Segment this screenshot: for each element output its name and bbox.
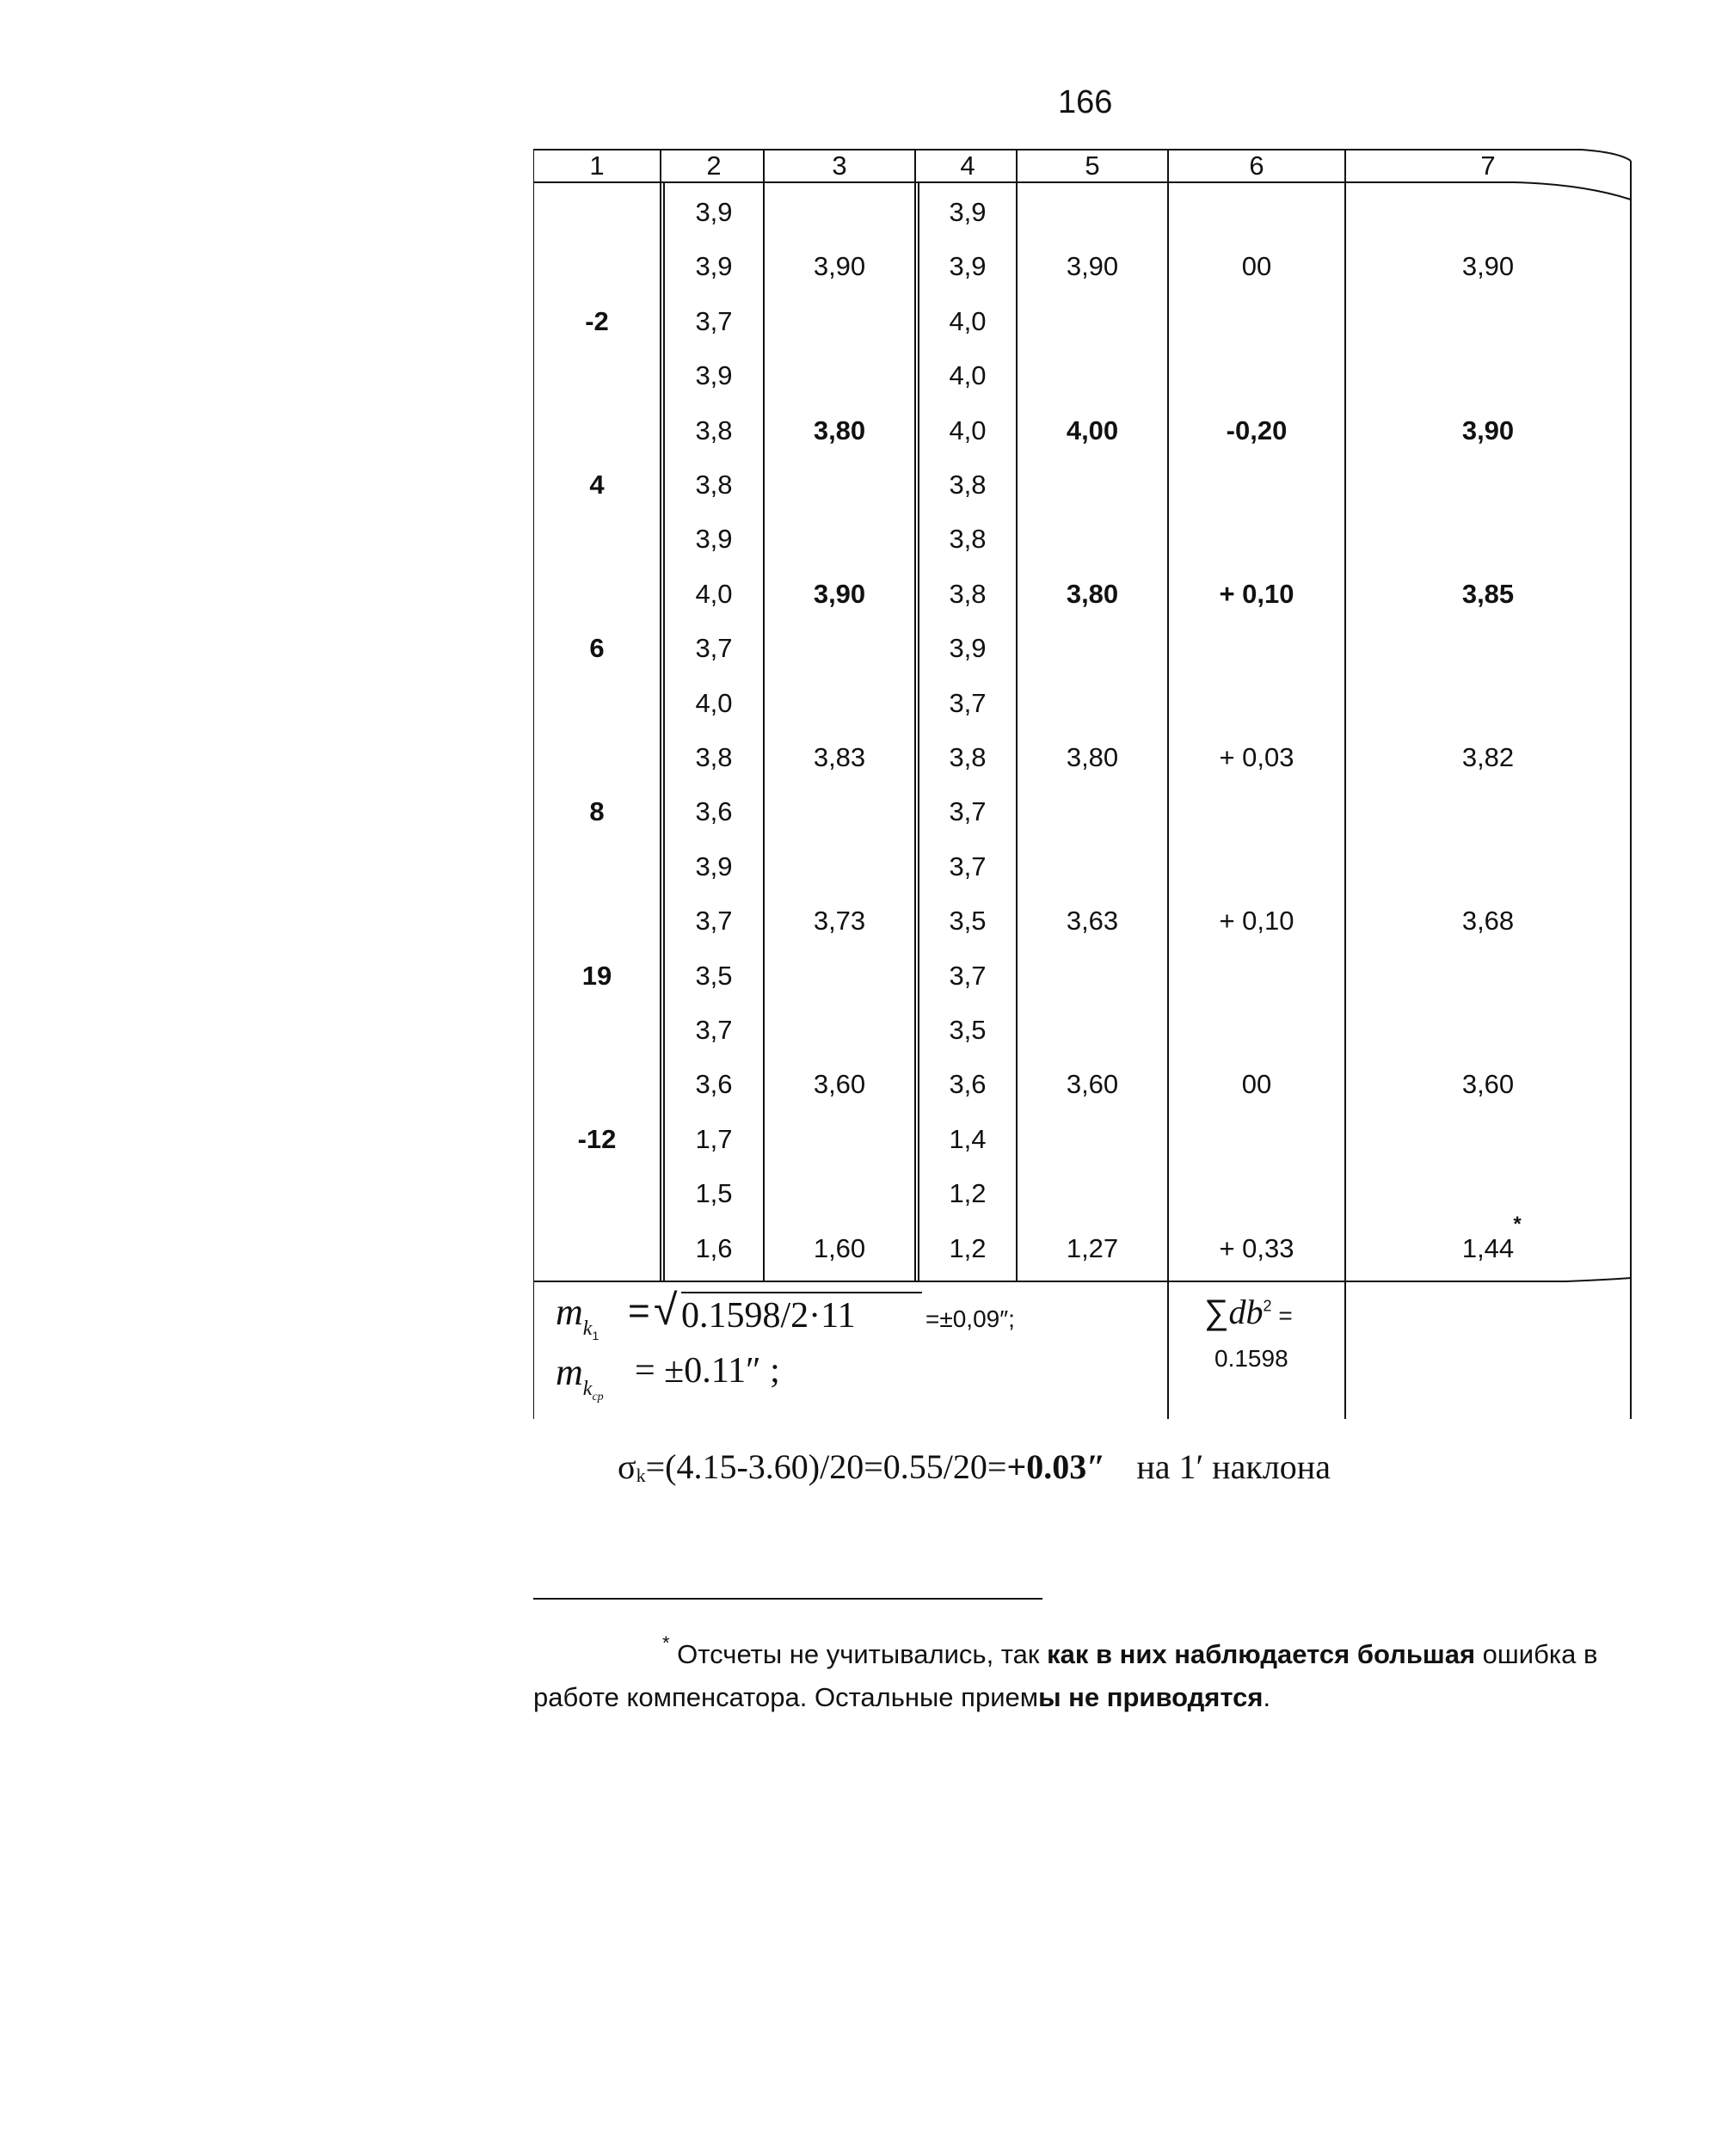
cell-r9-c1: 6 — [589, 633, 605, 664]
footnote-asterisk: * — [1513, 1212, 1522, 1236]
cell-r5-c3: 3,80 — [813, 415, 866, 445]
formula-m-letter-2: m — [556, 1351, 583, 1393]
cell-r17-c6: 00 — [1241, 1069, 1272, 1100]
header-cell-2: 2 — [706, 150, 722, 181]
cell-r11-c6: + 0,03 — [1219, 742, 1294, 772]
cell-r20-c3: 1,60 — [813, 1232, 866, 1263]
formula-cp-sub: ср — [592, 1391, 604, 1404]
sigma-expr: =(4.15-3.60)/20=0.55/20= — [645, 1447, 1007, 1486]
sqrt-symbol: √ — [654, 1286, 678, 1334]
cell-r14-c6: + 0,10 — [1219, 906, 1294, 937]
footnote-part5: . — [1263, 1682, 1271, 1712]
cell-r14-c7: 3,68 — [1461, 906, 1515, 937]
footnote-part3: ошибка в работе компенсатора. Остальные прием — [533, 1639, 1598, 1712]
cell-r18-c1: -12 — [577, 1123, 617, 1154]
cell-r7-c2: 3,9 — [695, 524, 733, 555]
cell-r13-c4: 3,7 — [949, 851, 987, 881]
sigma-suffix: на 1′ наклона — [1136, 1447, 1331, 1486]
formula-m-letter: m — [556, 1291, 583, 1333]
sigma-result: +0.03″ — [1006, 1447, 1106, 1486]
sigma-sub: k — [636, 1465, 646, 1486]
cell-r17-c5: 3,60 — [1066, 1069, 1119, 1100]
cell-r5-c5: 4,00 — [1066, 415, 1119, 445]
header-cell-1: 1 — [589, 150, 605, 181]
sum-equals: = — [1278, 1302, 1293, 1329]
sum-expression — [1204, 1292, 1293, 1332]
cell-r14-c3: 3,73 — [813, 906, 866, 937]
cell-r8-c7: 3,85 — [1461, 578, 1515, 609]
cell-r2-c2: 3,9 — [695, 251, 733, 282]
cell-r9-c2: 3,7 — [695, 633, 733, 664]
cell-r20-c4: 1,2 — [949, 1232, 987, 1263]
cell-r16-c2: 3,7 — [695, 1015, 733, 1045]
formula-m-kcp — [556, 1350, 604, 1404]
cell-r6-c1: 4 — [589, 470, 605, 500]
sum-symbol: ∑ — [1204, 1293, 1229, 1331]
cell-r20-c5: 1,27 — [1066, 1232, 1119, 1263]
cell-r4-c4: 4,0 — [949, 360, 987, 391]
cell-r10-c2: 4,0 — [695, 687, 733, 718]
cell-r19-c4: 1,2 — [949, 1178, 987, 1209]
cell-r3-c4: 4,0 — [949, 305, 987, 336]
footnote — [533, 1622, 1634, 1719]
cell-r20-c2: 1,6 — [695, 1232, 733, 1263]
cell-r2-c7: 3,90 — [1461, 251, 1515, 282]
cell-r2-c3: 3,90 — [813, 251, 866, 282]
cell-r14-c2: 3,7 — [695, 906, 733, 937]
cell-r2-c6: 00 — [1241, 251, 1272, 282]
sigma-symbol: σ — [618, 1447, 636, 1486]
cell-r12-c4: 3,7 — [949, 796, 987, 827]
cell-r17-c2: 3,6 — [695, 1069, 733, 1100]
footnote-mark: * — [662, 1632, 670, 1654]
cell-r20-c7: 1,44 — [1461, 1232, 1515, 1263]
formula-k-sub-2: k — [582, 1378, 593, 1400]
header-cell-3: 3 — [832, 150, 847, 181]
page-number: 166 — [1058, 84, 1113, 120]
cell-r15-c4: 3,7 — [949, 960, 987, 991]
header-cell-6: 6 — [1249, 150, 1264, 181]
cell-r3-c2: 3,7 — [695, 305, 733, 336]
cell-r18-c2: 1,7 — [695, 1123, 733, 1154]
formula-eq-1: = — [628, 1290, 650, 1332]
cell-r11-c3: 3,83 — [813, 742, 866, 772]
cell-r11-c5: 3,80 — [1066, 742, 1119, 772]
header-cell-4: 4 — [960, 150, 975, 181]
footnote-part1: Отсчеты не учитывались, так — [669, 1639, 1048, 1669]
sum-value: 0.1598 — [1214, 1345, 1288, 1372]
cell-r10-c4: 3,7 — [949, 687, 987, 718]
sqrt-bar — [681, 1292, 922, 1293]
data-table — [533, 148, 1633, 1419]
cell-r9-c4: 3,9 — [949, 633, 987, 664]
cell-r11-c7: 3,82 — [1461, 742, 1515, 772]
cell-r14-c5: 3,63 — [1066, 906, 1119, 937]
cell-r14-c4: 3,5 — [949, 906, 987, 937]
cell-r6-c2: 3,8 — [695, 470, 733, 500]
cell-r1-c4: 3,9 — [949, 197, 987, 227]
cell-r11-c4: 3,8 — [949, 742, 987, 772]
cell-r5-c7: 3,90 — [1461, 415, 1515, 445]
header-cell-5: 5 — [1085, 150, 1100, 181]
formula-k-sub: k — [582, 1318, 593, 1340]
cell-r5-c6: -0,20 — [1226, 415, 1288, 445]
cell-r6-c4: 3,8 — [949, 470, 987, 500]
formula-result-2: = ±0.11″ ; — [635, 1351, 780, 1391]
footnote-part2: как в них наблюдается большая — [1047, 1639, 1476, 1669]
cell-r8-c2: 4,0 — [695, 578, 733, 609]
cell-r4-c2: 3,9 — [695, 360, 733, 391]
cell-r12-c2: 3,6 — [695, 796, 733, 827]
sum-db: db — [1228, 1293, 1264, 1331]
footnote-part4: ы не приводятся — [1038, 1682, 1264, 1712]
formula-m-k1 — [556, 1290, 599, 1342]
cell-r8-c4: 3,8 — [949, 578, 987, 609]
formula-result-1: =±0,09″; — [925, 1305, 1015, 1332]
cell-r15-c2: 3,5 — [695, 960, 733, 991]
footnote-divider — [533, 1598, 1042, 1600]
sum-power: 2 — [1263, 1297, 1272, 1315]
cell-r8-c3: 3,90 — [813, 578, 866, 609]
cell-r11-c2: 3,8 — [695, 742, 733, 772]
cell-r7-c4: 3,8 — [949, 524, 987, 555]
cell-r8-c5: 3,80 — [1066, 578, 1119, 609]
cell-r2-c5: 3,90 — [1066, 251, 1119, 282]
header-cell-7: 7 — [1480, 150, 1496, 181]
cell-r17-c7: 3,60 — [1461, 1069, 1515, 1100]
cell-r5-c4: 4,0 — [949, 415, 987, 445]
cell-r8-c6: + 0,10 — [1219, 578, 1294, 609]
cell-r17-c3: 3,60 — [813, 1069, 866, 1100]
cell-r2-c4: 3,9 — [949, 251, 987, 282]
cell-r17-c4: 3,6 — [949, 1069, 987, 1100]
cell-r1-c2: 3,9 — [695, 197, 733, 227]
sigma-equation — [618, 1447, 1331, 1487]
cell-r12-c1: 8 — [589, 796, 605, 827]
cell-r20-c6: + 0,33 — [1219, 1232, 1294, 1263]
sqrt-content: 0.1598/2·11 — [681, 1296, 856, 1336]
cell-r15-c1: 19 — [581, 960, 612, 991]
cell-r3-c1: -2 — [585, 305, 609, 336]
cell-r16-c4: 3,5 — [949, 1015, 987, 1045]
cell-r19-c2: 1,5 — [695, 1178, 733, 1209]
formula-one-sub: 1 — [592, 1329, 600, 1342]
cell-r13-c2: 3,9 — [695, 851, 733, 881]
cell-r18-c4: 1,4 — [949, 1123, 987, 1154]
cell-r5-c2: 3,8 — [695, 415, 733, 445]
